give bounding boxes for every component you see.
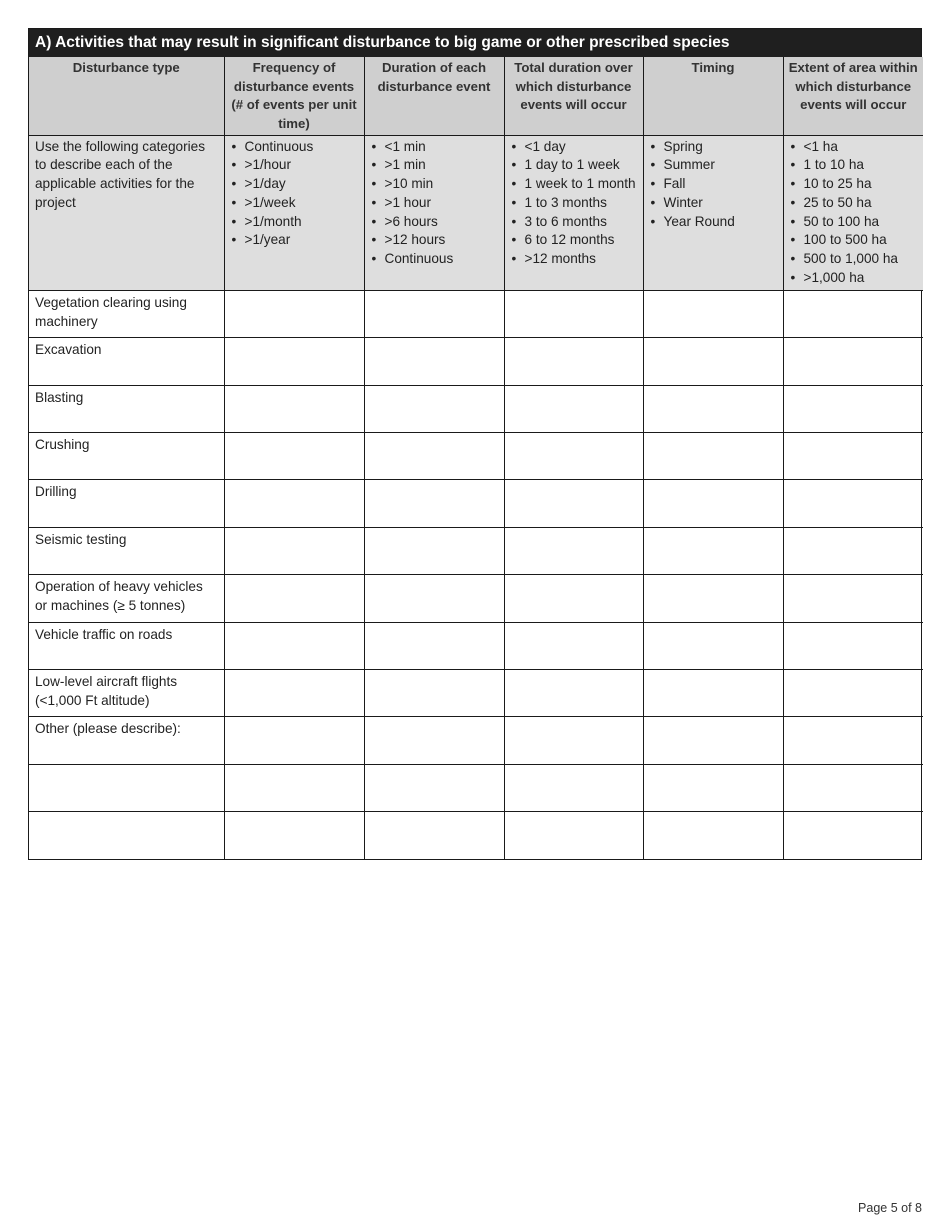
col-header-frequency: Frequency of disturbance events (# of events per unit time) (224, 57, 364, 135)
activity-label: Excavation (29, 338, 224, 385)
extent-entry-cell[interactable] (783, 338, 923, 385)
option-item: • 25 to 50 ha (790, 194, 920, 213)
option-item: • Continuous (231, 138, 360, 157)
duration-options (364, 135, 504, 290)
option-item: • 1 to 10 ha (790, 156, 920, 175)
col-header-disturbance-type: Disturbance type (29, 57, 224, 135)
timing-entry-cell[interactable] (643, 480, 783, 527)
total-duration-entry-cell[interactable] (504, 812, 643, 859)
duration-entry-cell[interactable] (364, 433, 504, 480)
table-row (29, 575, 923, 622)
duration-entry-cell[interactable] (364, 575, 504, 622)
total-duration-entry-cell[interactable] (504, 670, 643, 717)
total-duration-entry-cell[interactable] (504, 433, 643, 480)
frequency-entry-cell[interactable] (224, 575, 364, 622)
timing-entry-cell[interactable] (643, 433, 783, 480)
frequency-entry-cell[interactable] (224, 290, 364, 337)
col-header-timing: Timing (643, 57, 783, 135)
option-item: • >12 hours (371, 231, 500, 250)
extent-options (783, 135, 923, 290)
option-item: • >1/hour (231, 156, 360, 175)
option-item: • >1,000 ha (790, 269, 920, 288)
table-row (29, 480, 923, 527)
total-duration-list (511, 138, 639, 270)
table-row (29, 338, 923, 385)
option-item: • 10 to 25 ha (790, 175, 920, 194)
extent-entry-cell[interactable] (783, 764, 923, 811)
table-row (29, 670, 923, 717)
option-item: • >6 hours (371, 213, 500, 232)
timing-entry-cell[interactable] (643, 385, 783, 432)
option-item: • 500 to 1,000 ha (790, 250, 920, 269)
total-duration-entry-cell[interactable] (504, 575, 643, 622)
extent-entry-cell[interactable] (783, 290, 923, 337)
table-row (29, 812, 923, 859)
duration-entry-cell[interactable] (364, 717, 504, 764)
total-duration-entry-cell[interactable] (504, 717, 643, 764)
duration-entry-cell[interactable] (364, 622, 504, 669)
extent-entry-cell[interactable] (783, 385, 923, 432)
extent-entry-cell[interactable] (783, 575, 923, 622)
total-duration-entry-cell[interactable] (504, 764, 643, 811)
duration-list (371, 138, 500, 270)
frequency-entry-cell[interactable] (224, 385, 364, 432)
duration-entry-cell[interactable] (364, 527, 504, 574)
option-item: • Summer (650, 156, 779, 175)
activity-label: Seismic testing (29, 527, 224, 574)
activity-label: Vehicle traffic on roads (29, 622, 224, 669)
table-row (29, 433, 923, 480)
activity-label: Low-level aircraft flights (<1,000 Ft altitude) (29, 670, 224, 717)
activity-label (29, 812, 224, 859)
frequency-entry-cell[interactable] (224, 480, 364, 527)
total-duration-entry-cell[interactable] (504, 338, 643, 385)
col-header-extent: Extent of area within which disturbance events will occur (783, 57, 923, 135)
option-item: • 6 to 12 months (511, 231, 639, 250)
duration-entry-cell[interactable] (364, 290, 504, 337)
frequency-entry-cell[interactable] (224, 433, 364, 480)
extent-entry-cell[interactable] (783, 812, 923, 859)
option-item: • >1/year (231, 231, 360, 250)
timing-entry-cell[interactable] (643, 670, 783, 717)
timing-entry-cell[interactable] (643, 622, 783, 669)
option-item: • Winter (650, 194, 779, 213)
option-item: • Spring (650, 138, 779, 157)
extent-entry-cell[interactable] (783, 433, 923, 480)
option-item: • 1 to 3 months (511, 194, 639, 213)
timing-entry-cell[interactable] (643, 812, 783, 859)
activity-label: Operation of heavy vehicles or machines (≥ 5 tonnes) (29, 575, 224, 622)
option-item: • >1 hour (371, 194, 500, 213)
col-header-duration: Duration of each disturbance event (364, 57, 504, 135)
total-duration-entry-cell[interactable] (504, 290, 643, 337)
activity-label: Vegetation clearing using machinery (29, 290, 224, 337)
header-row (29, 57, 923, 135)
table-row (29, 622, 923, 669)
duration-entry-cell[interactable] (364, 812, 504, 859)
timing-entry-cell[interactable] (643, 575, 783, 622)
activity-label (29, 764, 224, 811)
activity-label: Blasting (29, 385, 224, 432)
option-item: • >1 min (371, 156, 500, 175)
option-item: • 50 to 100 ha (790, 213, 920, 232)
frequency-entry-cell[interactable] (224, 622, 364, 669)
option-item: • >12 months (511, 250, 639, 269)
activity-label: Crushing (29, 433, 224, 480)
option-item: • 1 day to 1 week (511, 156, 639, 175)
table-row (29, 527, 923, 574)
duration-entry-cell[interactable] (364, 670, 504, 717)
frequency-entry-cell[interactable] (224, 764, 364, 811)
total-duration-entry-cell[interactable] (504, 385, 643, 432)
option-item: • >1/week (231, 194, 360, 213)
total-duration-entry-cell[interactable] (504, 480, 643, 527)
table-row (29, 290, 923, 337)
frequency-entry-cell[interactable] (224, 717, 364, 764)
section-title: A) Activities that may result in significant disturbance to big game or other prescribed species (29, 29, 921, 57)
duration-entry-cell[interactable] (364, 338, 504, 385)
option-item: • >1/month (231, 213, 360, 232)
categories-row (29, 135, 923, 290)
extent-entry-cell[interactable] (783, 480, 923, 527)
option-item: • Year Round (650, 213, 779, 232)
frequency-options (224, 135, 364, 290)
table-row (29, 764, 923, 811)
option-item: • >10 min (371, 175, 500, 194)
timing-entry-cell[interactable] (643, 717, 783, 764)
extent-entry-cell[interactable] (783, 622, 923, 669)
option-item: • >1/day (231, 175, 360, 194)
option-item: • Continuous (371, 250, 500, 269)
option-item: • 100 to 500 ha (790, 231, 920, 250)
table-row (29, 717, 923, 764)
timing-options (643, 135, 783, 290)
frequency-list (231, 138, 360, 251)
option-item: • Fall (650, 175, 779, 194)
frequency-entry-cell[interactable] (224, 812, 364, 859)
categories-description: Use the following categories to describe each of the applicable activities for the project (29, 135, 224, 290)
duration-entry-cell[interactable] (364, 480, 504, 527)
table-row (29, 385, 923, 432)
option-item: • 3 to 6 months (511, 213, 639, 232)
option-item: • <1 day (511, 138, 639, 157)
duration-entry-cell[interactable] (364, 385, 504, 432)
disturbance-table (29, 57, 923, 859)
page-number: Page 5 of 8 (858, 1201, 922, 1215)
col-header-total-duration: Total duration over which disturbance events will occur (504, 57, 643, 135)
total-duration-entry-cell[interactable] (504, 622, 643, 669)
timing-entry-cell[interactable] (643, 527, 783, 574)
total-duration-entry-cell[interactable] (504, 527, 643, 574)
frequency-entry-cell[interactable] (224, 670, 364, 717)
timing-entry-cell[interactable] (643, 338, 783, 385)
extent-entry-cell[interactable] (783, 717, 923, 764)
duration-entry-cell[interactable] (364, 764, 504, 811)
extent-entry-cell[interactable] (783, 527, 923, 574)
disturbance-form (28, 28, 922, 860)
timing-entry-cell[interactable] (643, 290, 783, 337)
option-item: • 1 week to 1 month (511, 175, 639, 194)
frequency-entry-cell[interactable] (224, 527, 364, 574)
activity-label: Drilling (29, 480, 224, 527)
extent-list (790, 138, 920, 288)
timing-list (650, 138, 779, 232)
activity-label: Other (please describe): (29, 717, 224, 764)
option-item: • <1 min (371, 138, 500, 157)
extent-entry-cell[interactable] (783, 670, 923, 717)
option-item: • <1 ha (790, 138, 920, 157)
frequency-entry-cell[interactable] (224, 338, 364, 385)
timing-entry-cell[interactable] (643, 764, 783, 811)
total-duration-options (504, 135, 643, 290)
